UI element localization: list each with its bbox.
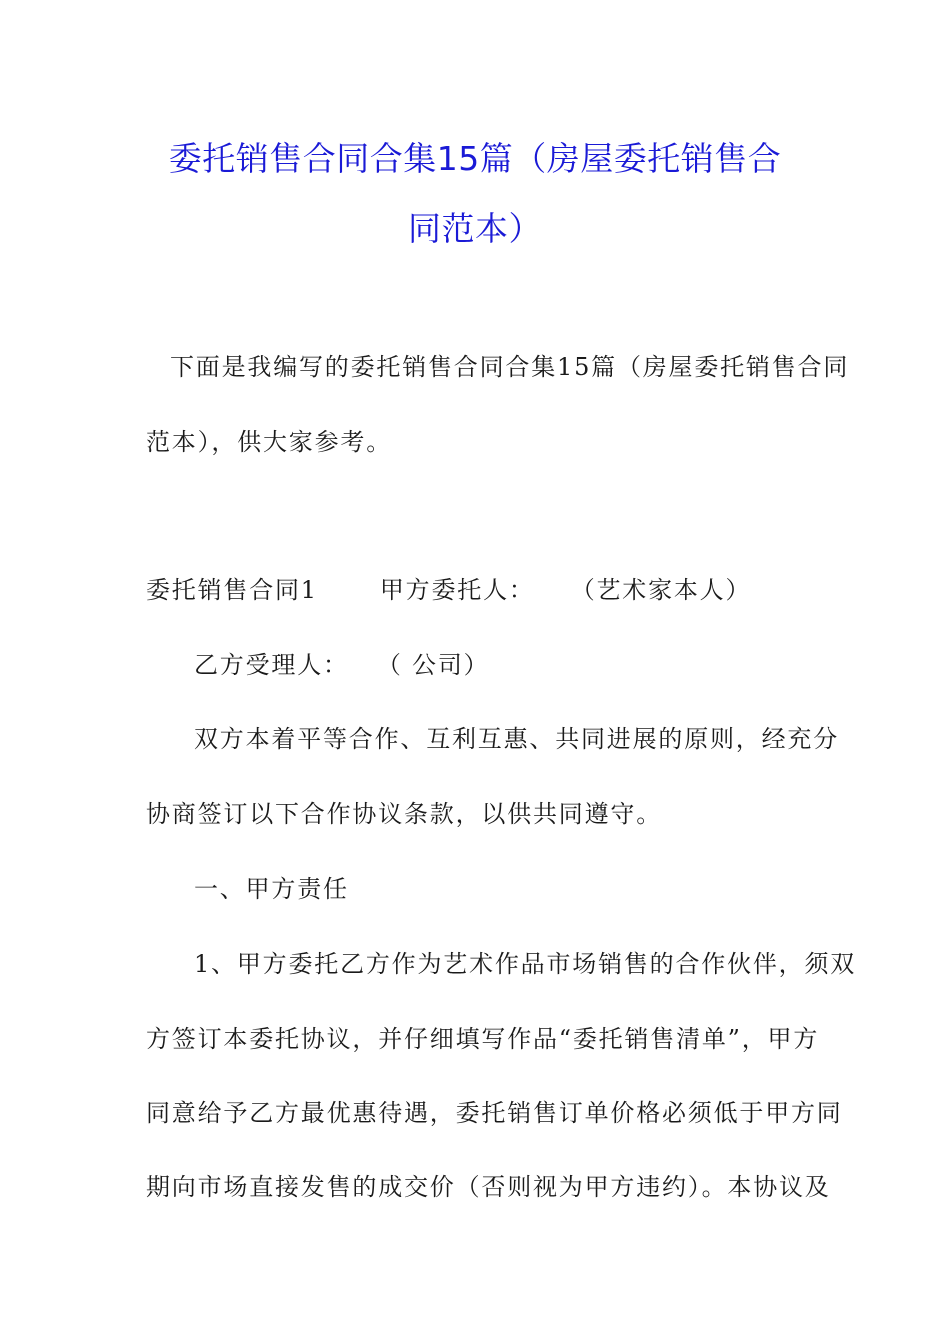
item-1-line-3: 同意给予乙方最优惠待遇，委托销售订单价格必须低于甲方同 [146, 1099, 843, 1127]
paragraph-1-line-1: 双方本着平等合作、互利互惠、共同进展的原则，经充分 [194, 725, 839, 753]
document-title-line-1: 委托销售合同合集15篇（房屋委托销售合 [168, 139, 782, 178]
paragraph-1-line-2: 协商签订以下合作协议条款，以供共同遵守。 [146, 800, 662, 828]
item-1-line-1: 1、甲方委托乙方作为艺术作品市场销售的合作伙伴，须双 [194, 950, 857, 978]
party-b-value: （ 公司） [376, 651, 490, 679]
intro-line-2: 范本），供大家参考。 [146, 428, 392, 456]
party-b-row [194, 645, 864, 680]
party-a-label: 甲方委托人： [379, 576, 535, 604]
party-a-value: （艺术家本人） [570, 576, 752, 604]
section-1-heading: 一、甲方责任 [194, 875, 349, 903]
party-b-label: 乙方受理人： [194, 651, 349, 679]
item-1-line-2: 方签订本委托协议，并仔细填写作品“委托销售清单”，甲方 [146, 1025, 820, 1053]
intro-line-1: 下面是我编写的委托销售合同合集15篇（房屋委托销售合同 [170, 353, 850, 381]
contract-heading-row [146, 570, 816, 605]
item-1-line-4: 期向市场直接发售的成交价（否则视为甲方违约）。本协议及 [146, 1173, 831, 1201]
document-title-line-2: 同范本） [408, 209, 542, 248]
contract-heading: 委托销售合同1 [146, 576, 318, 604]
